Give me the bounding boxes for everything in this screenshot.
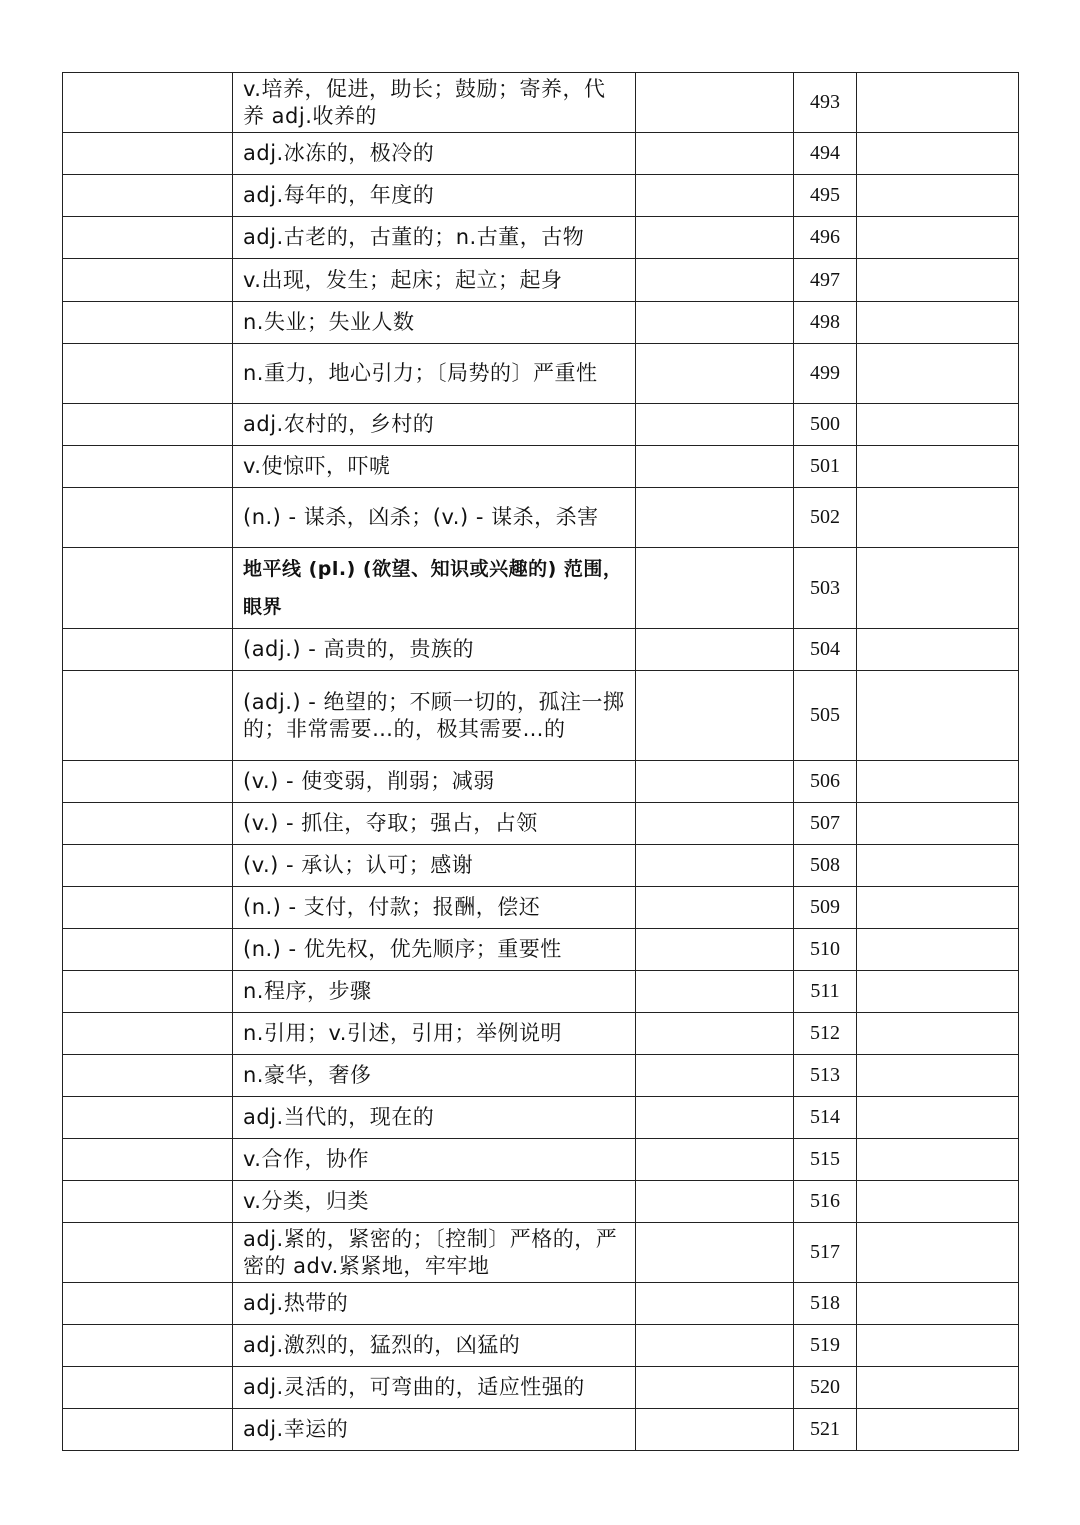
answer-cell[interactable] <box>636 1223 794 1283</box>
answer-cell[interactable] <box>636 803 794 845</box>
word-cell[interactable] <box>63 887 233 929</box>
meaning-cell: (n.) - 优先权，优先顺序；重要性 <box>233 929 636 971</box>
note-cell[interactable] <box>857 1409 1019 1451</box>
note-cell[interactable] <box>857 1139 1019 1181</box>
meaning-cell: adj.热带的 <box>233 1283 636 1325</box>
table-row <box>63 1181 1019 1223</box>
number-cell: 494 <box>794 133 857 175</box>
word-cell[interactable] <box>63 302 233 344</box>
answer-cell[interactable] <box>636 971 794 1013</box>
note-cell[interactable] <box>857 1181 1019 1223</box>
note-cell[interactable] <box>857 1325 1019 1367</box>
word-cell[interactable] <box>63 971 233 1013</box>
number-cell: 499 <box>794 344 857 404</box>
meaning-cell: v.培养，促进，助长；鼓励；寄养，代养 adj.收养的 <box>233 73 636 133</box>
answer-cell[interactable] <box>636 1139 794 1181</box>
table-row <box>63 175 1019 217</box>
number-cell: 517 <box>794 1223 857 1283</box>
number-cell: 521 <box>794 1409 857 1451</box>
table-row <box>63 1409 1019 1451</box>
number-cell: 520 <box>794 1367 857 1409</box>
note-cell[interactable] <box>857 1367 1019 1409</box>
table-row <box>63 133 1019 175</box>
word-cell[interactable] <box>63 1325 233 1367</box>
table-row <box>63 259 1019 302</box>
word-cell[interactable] <box>63 1097 233 1139</box>
number-cell: 507 <box>794 803 857 845</box>
table-row <box>63 1097 1019 1139</box>
note-cell[interactable] <box>857 629 1019 671</box>
table-row <box>63 1013 1019 1055</box>
answer-cell[interactable] <box>636 887 794 929</box>
table-row <box>63 671 1019 761</box>
number-cell: 509 <box>794 887 857 929</box>
meaning-cell: v.出现，发生；起床；起立；起身 <box>233 259 636 302</box>
answer-cell[interactable] <box>636 259 794 302</box>
number-cell: 511 <box>794 971 857 1013</box>
table-row <box>63 73 1019 133</box>
meaning-cell: n.重力，地心引力；〔局势的〕严重性 <box>233 344 636 404</box>
answer-cell[interactable] <box>636 217 794 259</box>
word-cell[interactable] <box>63 1223 233 1283</box>
note-cell[interactable] <box>857 302 1019 344</box>
answer-cell[interactable] <box>636 73 794 133</box>
answer-cell[interactable] <box>636 175 794 217</box>
answer-cell[interactable] <box>636 929 794 971</box>
meaning-cell: n.程序，步骤 <box>233 971 636 1013</box>
table-row <box>63 217 1019 259</box>
table-row <box>63 1367 1019 1409</box>
number-cell: 503 <box>794 548 857 629</box>
word-cell[interactable] <box>63 344 233 404</box>
meaning-cell: adj.激烈的，猛烈的，凶猛的 <box>233 1325 636 1367</box>
meaning-cell: adj.冰冻的，极冷的 <box>233 133 636 175</box>
word-cell[interactable] <box>63 929 233 971</box>
answer-cell[interactable] <box>636 446 794 488</box>
meaning-cell: 地平线 (pl.) (欲望、知识或兴趣的) 范围，眼界 <box>233 548 636 629</box>
number-cell: 504 <box>794 629 857 671</box>
answer-cell[interactable] <box>636 548 794 629</box>
answer-cell[interactable] <box>636 1325 794 1367</box>
word-cell[interactable] <box>63 259 233 302</box>
word-cell[interactable] <box>63 488 233 548</box>
word-cell[interactable] <box>63 1013 233 1055</box>
meaning-cell: v.使惊吓，吓唬 <box>233 446 636 488</box>
table-row <box>63 1283 1019 1325</box>
word-cell[interactable] <box>63 73 233 133</box>
answer-cell[interactable] <box>636 629 794 671</box>
word-cell[interactable] <box>63 548 233 629</box>
table-row <box>63 548 1019 629</box>
table-row <box>63 404 1019 446</box>
word-cell[interactable] <box>63 175 233 217</box>
meaning-cell: v.分类，归类 <box>233 1181 636 1223</box>
number-cell: 500 <box>794 404 857 446</box>
note-cell[interactable] <box>857 1097 1019 1139</box>
answer-cell[interactable] <box>636 1181 794 1223</box>
word-cell[interactable] <box>63 1409 233 1451</box>
note-cell[interactable] <box>857 803 1019 845</box>
table-row <box>63 446 1019 488</box>
number-cell: 513 <box>794 1055 857 1097</box>
table-row <box>63 488 1019 548</box>
table-row <box>63 344 1019 404</box>
number-cell: 515 <box>794 1139 857 1181</box>
note-cell[interactable] <box>857 1055 1019 1097</box>
table-row <box>63 1055 1019 1097</box>
meaning-cell: (n.) - 谋杀，凶杀；(v.) - 谋杀，杀害 <box>233 488 636 548</box>
number-cell: 512 <box>794 1013 857 1055</box>
meaning-cell: adj.灵活的，可弯曲的，适应性强的 <box>233 1367 636 1409</box>
note-cell[interactable] <box>857 73 1019 133</box>
answer-cell[interactable] <box>636 671 794 761</box>
meaning-cell: v.合作，协作 <box>233 1139 636 1181</box>
table-row <box>63 1139 1019 1181</box>
note-cell[interactable] <box>857 845 1019 887</box>
table-row <box>63 629 1019 671</box>
table-row <box>63 1223 1019 1283</box>
word-cell[interactable] <box>63 803 233 845</box>
note-cell[interactable] <box>857 761 1019 803</box>
number-cell: 518 <box>794 1283 857 1325</box>
note-cell[interactable] <box>857 488 1019 548</box>
word-cell[interactable] <box>63 1139 233 1181</box>
answer-cell[interactable] <box>636 404 794 446</box>
number-cell: 505 <box>794 671 857 761</box>
meaning-cell: adj.每年的，年度的 <box>233 175 636 217</box>
table-row <box>63 887 1019 929</box>
meaning-cell: n.失业；失业人数 <box>233 302 636 344</box>
number-cell: 519 <box>794 1325 857 1367</box>
answer-cell[interactable] <box>636 1013 794 1055</box>
word-cell[interactable] <box>63 629 233 671</box>
word-cell[interactable] <box>63 1181 233 1223</box>
word-cell[interactable] <box>63 217 233 259</box>
note-cell[interactable] <box>857 404 1019 446</box>
table-row <box>63 845 1019 887</box>
answer-cell[interactable] <box>636 761 794 803</box>
table-row <box>63 929 1019 971</box>
word-cell[interactable] <box>63 404 233 446</box>
note-cell[interactable] <box>857 887 1019 929</box>
note-cell[interactable] <box>857 1283 1019 1325</box>
number-cell: 508 <box>794 845 857 887</box>
meaning-cell: (adj.) - 绝望的；不顾一切的，孤注一掷的；非常需要…的，极其需要…的 <box>233 671 636 761</box>
answer-cell[interactable] <box>636 1367 794 1409</box>
note-cell[interactable] <box>857 671 1019 761</box>
word-cell[interactable] <box>63 671 233 761</box>
number-cell: 506 <box>794 761 857 803</box>
meaning-cell: (adj.) - 高贵的，贵族的 <box>233 629 636 671</box>
vocabulary-table-body <box>63 73 1019 1451</box>
word-cell[interactable] <box>63 133 233 175</box>
answer-cell[interactable] <box>636 344 794 404</box>
number-cell: 498 <box>794 302 857 344</box>
number-cell: 502 <box>794 488 857 548</box>
answer-cell[interactable] <box>636 1097 794 1139</box>
meaning-cell: adj.紧的，紧密的；〔控制〕严格的，严密的 adv.紧紧地，牢牢地 <box>233 1223 636 1283</box>
number-cell: 495 <box>794 175 857 217</box>
table-row <box>63 971 1019 1013</box>
meaning-cell: adj.农村的，乡村的 <box>233 404 636 446</box>
note-cell[interactable] <box>857 1223 1019 1283</box>
meaning-cell: (n.) - 支付，付款；报酬，偿还 <box>233 887 636 929</box>
table-row <box>63 761 1019 803</box>
meaning-cell: n.引用；v.引述，引用；举例说明 <box>233 1013 636 1055</box>
vocabulary-table <box>62 72 1019 1451</box>
meaning-cell: adj.幸运的 <box>233 1409 636 1451</box>
number-cell: 496 <box>794 217 857 259</box>
note-cell[interactable] <box>857 446 1019 488</box>
note-cell[interactable] <box>857 1013 1019 1055</box>
answer-cell[interactable] <box>636 488 794 548</box>
table-row <box>63 302 1019 344</box>
meaning-cell: (v.) - 承认；认可；感谢 <box>233 845 636 887</box>
note-cell[interactable] <box>857 259 1019 302</box>
number-cell: 501 <box>794 446 857 488</box>
note-cell[interactable] <box>857 217 1019 259</box>
word-cell[interactable] <box>63 1055 233 1097</box>
number-cell: 516 <box>794 1181 857 1223</box>
meaning-cell: adj.古老的，古董的；n.古董，古物 <box>233 217 636 259</box>
note-cell[interactable] <box>857 548 1019 629</box>
word-cell[interactable] <box>63 1367 233 1409</box>
word-cell[interactable] <box>63 446 233 488</box>
word-cell[interactable] <box>63 845 233 887</box>
table-row <box>63 1325 1019 1367</box>
number-cell: 514 <box>794 1097 857 1139</box>
meaning-cell: adj.当代的，现在的 <box>233 1097 636 1139</box>
answer-cell[interactable] <box>636 845 794 887</box>
note-cell[interactable] <box>857 929 1019 971</box>
number-cell: 497 <box>794 259 857 302</box>
answer-cell[interactable] <box>636 1055 794 1097</box>
table-row <box>63 803 1019 845</box>
answer-cell[interactable] <box>636 1283 794 1325</box>
meaning-cell: n.豪华，奢侈 <box>233 1055 636 1097</box>
note-cell[interactable] <box>857 344 1019 404</box>
note-cell[interactable] <box>857 175 1019 217</box>
answer-cell[interactable] <box>636 302 794 344</box>
number-cell: 510 <box>794 929 857 971</box>
note-cell[interactable] <box>857 971 1019 1013</box>
meaning-cell: (v.) - 使变弱，削弱；减弱 <box>233 761 636 803</box>
answer-cell[interactable] <box>636 133 794 175</box>
meaning-cell: (v.) - 抓住，夺取；强占，占领 <box>233 803 636 845</box>
number-cell: 493 <box>794 73 857 133</box>
answer-cell[interactable] <box>636 1409 794 1451</box>
note-cell[interactable] <box>857 133 1019 175</box>
word-cell[interactable] <box>63 1283 233 1325</box>
word-cell[interactable] <box>63 761 233 803</box>
